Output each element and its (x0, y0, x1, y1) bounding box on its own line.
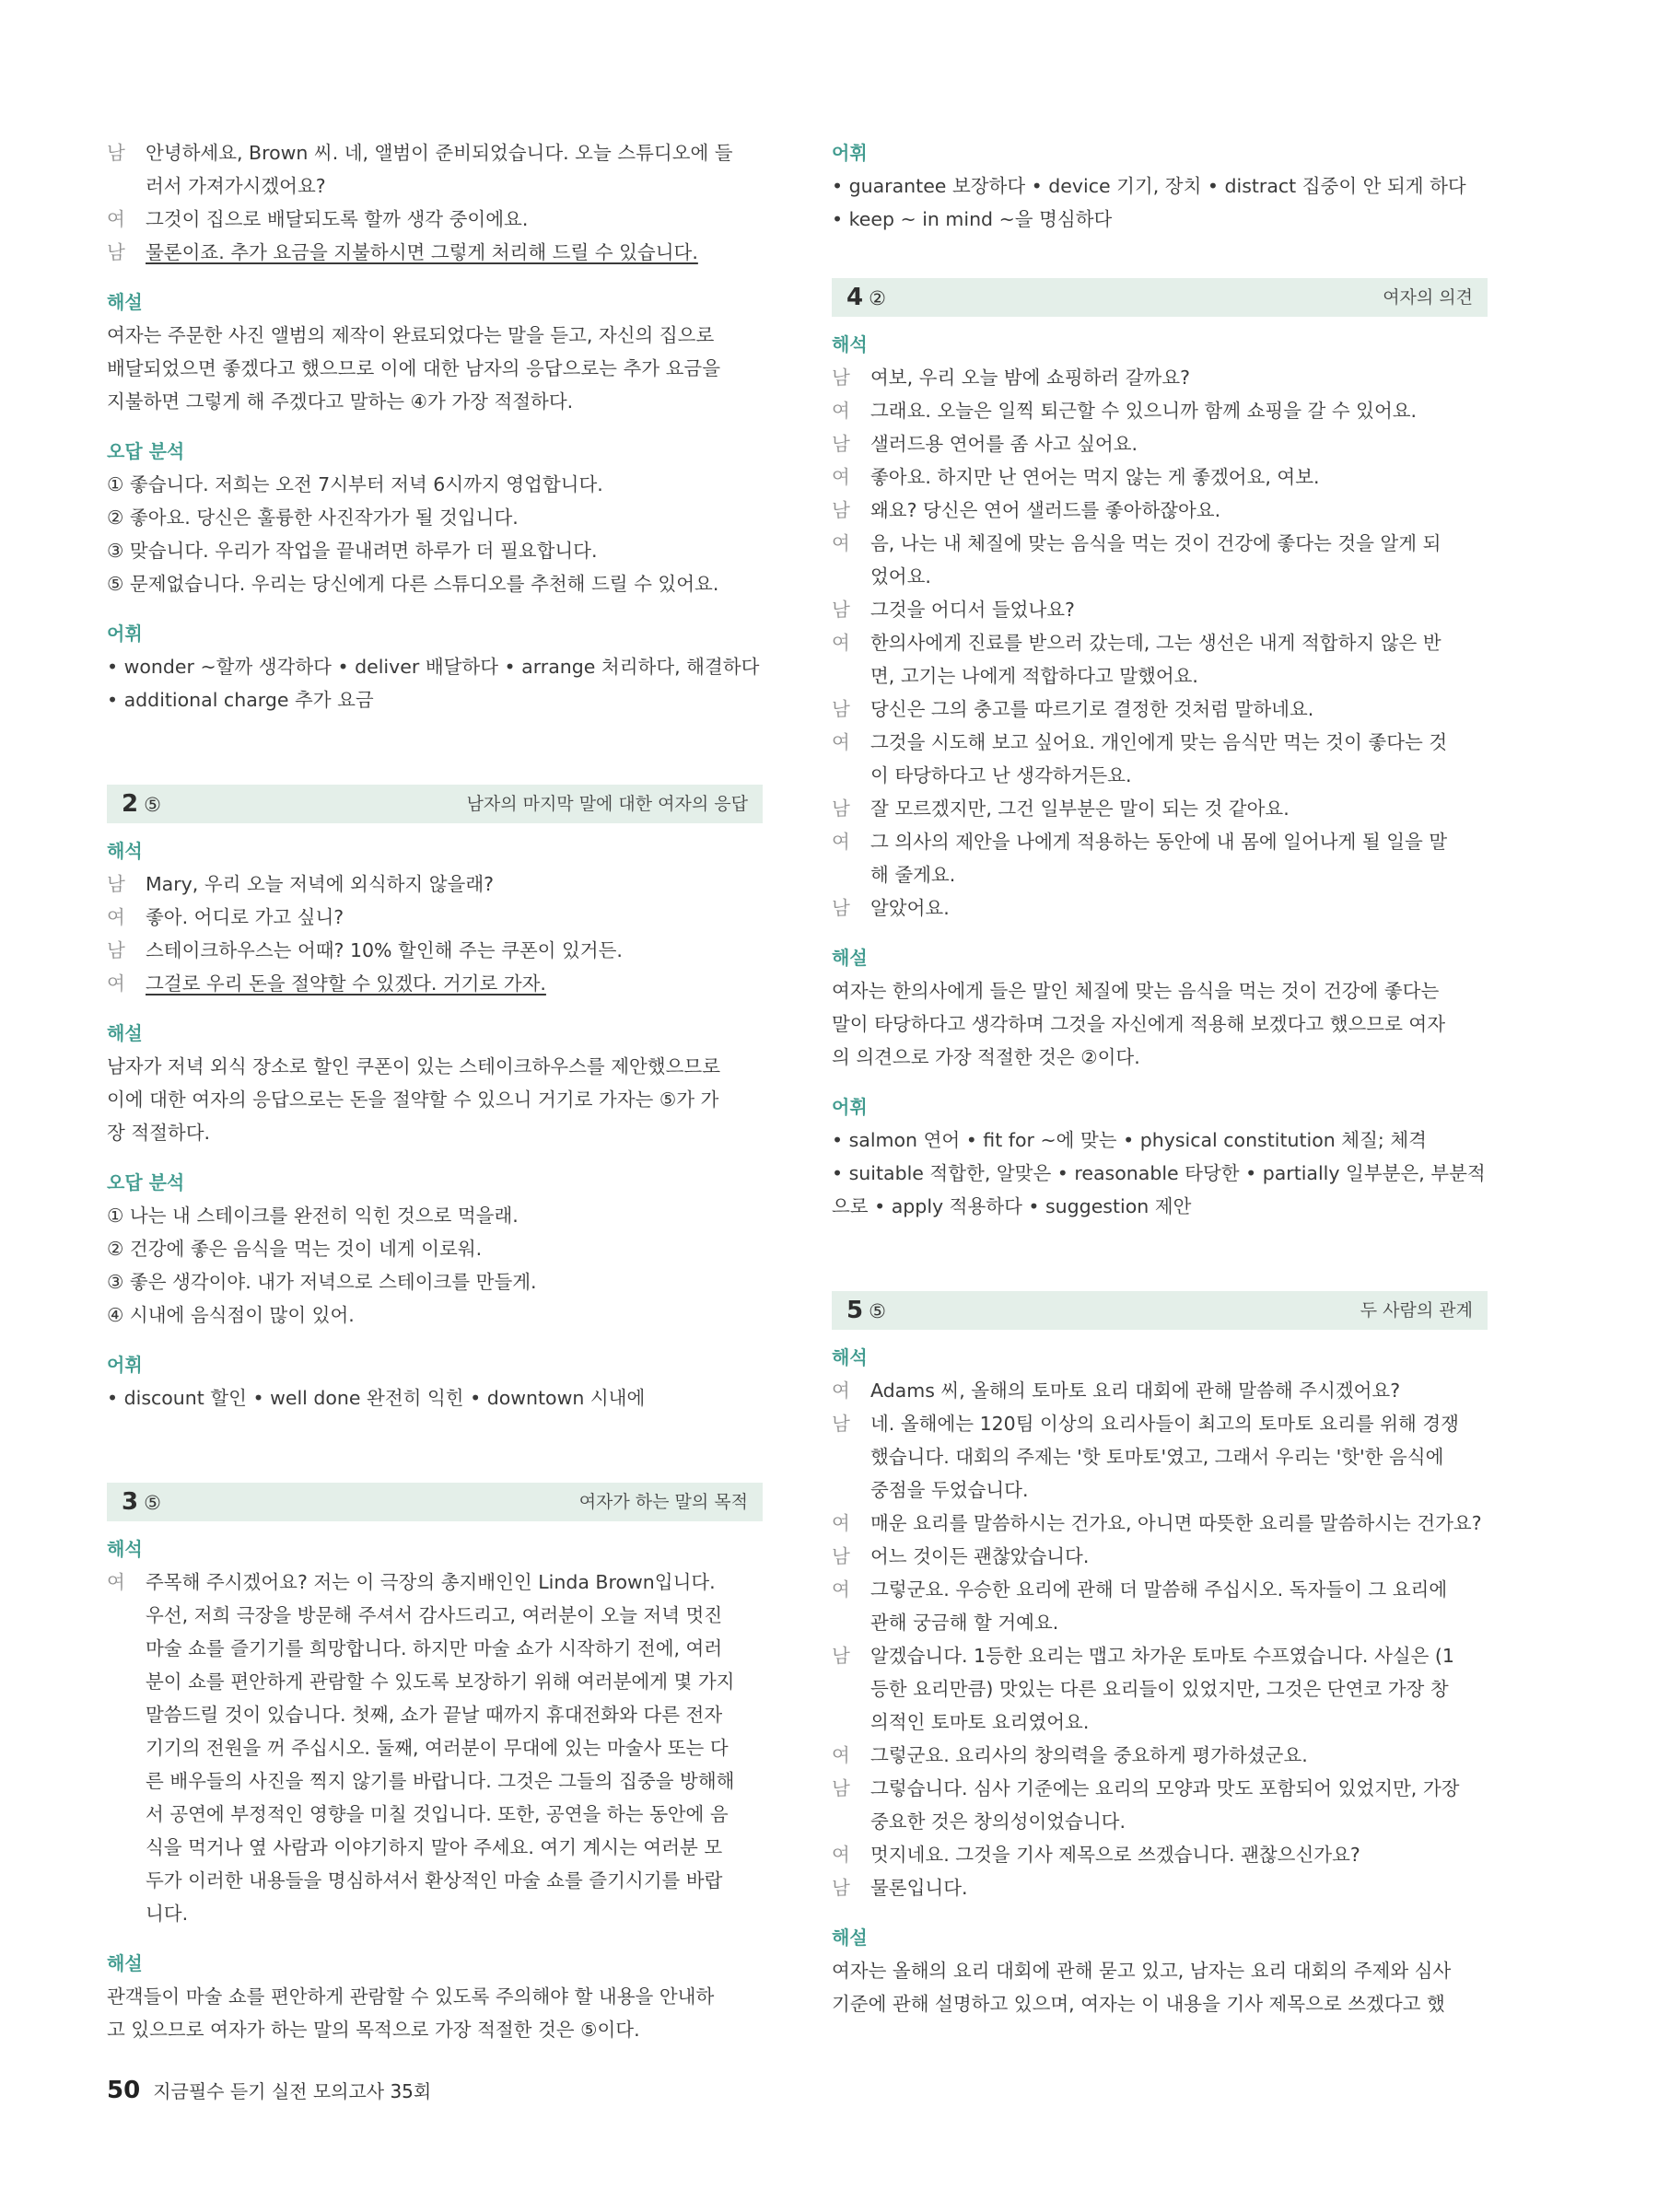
question-number: 2 ⑤ (122, 790, 161, 818)
answer-mark: ⑤ (144, 1492, 161, 1514)
explanation-line: 배달되었으면 좋겠다고 했으므로 이에 대한 남자의 응답으로는 추가 요금을 (107, 357, 721, 379)
vocab-line: • keep ~ in mind ~을 명심하다 (832, 208, 1113, 230)
speaker: 여 (832, 731, 850, 753)
dialogue-line: 여 그것을 시도해 보고 싶어요. 개인에게 맞는 음식만 먹는 것이 좋다는 것 (832, 726, 1488, 759)
dialogue-line: 남 물론이죠. 추가 요금을 지불하시면 그렇게 처리해 드릴 수 있습니다. (107, 236, 763, 269)
dialogue-line: 남 안녕하세요, Brown 씨. 네, 앨범이 준비되었습니다. 오늘 스튜디오에 들 (107, 136, 763, 169)
wrong-answer-line: ② 좋아요. 당신은 훌륭한 사진작가가 될 것입니다. (107, 506, 519, 529)
dialogue-continuation: 니다. (146, 1903, 189, 1925)
speaker: 여 (832, 1578, 850, 1601)
speaker: 남 (832, 797, 850, 820)
explanation-label: 해설 (107, 1022, 143, 1044)
dialogue-line: 남 알았어요. (832, 891, 1488, 925)
vocab-line: • wonder ~할까 생각하다 • deliver 배달하다 • arrange 처리하다, 해결하다 (107, 656, 760, 678)
speaker: 여 (107, 208, 125, 230)
explanation-label: 해설 (832, 1927, 868, 1949)
dialogue-continuation: 이 타당하다고 난 생각하거든요. (870, 764, 1132, 786)
explanation-line: 의 의견으로 가장 적절한 것은 ②이다. (832, 1046, 1140, 1068)
speaker: 여 (107, 972, 125, 995)
speaker: 남 (832, 599, 850, 621)
dialogue-line: 남 왜요? 당신은 연어 샐러드를 좋아하잖아요. (832, 494, 1488, 527)
speaker: 여 (107, 906, 125, 928)
intro-dialogue (107, 136, 763, 269)
speaker: 여 (832, 400, 850, 422)
speaker: 여 (832, 532, 850, 554)
speaker: 여 (832, 632, 850, 654)
explanation-line: 지불하면 그렇게 해 주겠다고 말하는 ④가 가장 적절하다. (107, 390, 574, 413)
dialogue-continuation: 등한 요리만큼) 맛있는 다른 요리들이 있었지만, 그것은 단연코 가장 창 (870, 1678, 1449, 1700)
speaker: 여 (832, 1744, 850, 1766)
vocab-label: 어휘 (107, 1354, 143, 1376)
dialogue-continuation: 해 줄게요. (870, 864, 956, 886)
dialogue-continuation: 마술 쇼를 즐기기를 희망합니다. 하지만 마술 쇼가 시작하기 전에, 여러 (146, 1637, 723, 1659)
question-type: 두 사람의 관계 (1360, 1300, 1473, 1321)
dialogue-line: 여 매운 요리를 말씀하시는 건가요, 아니면 따뜻한 요리를 말씀하시는 건가요? (832, 1507, 1488, 1540)
translation-label: 해석 (107, 1538, 143, 1560)
speaker: 남 (832, 1877, 850, 1899)
explanation-line: 고 있으므로 여자가 하는 말의 목적으로 가장 적절한 것은 ⑤이다. (107, 2019, 640, 2041)
speaker: 남 (832, 698, 850, 720)
wrong-answer-line: ③ 좋은 생각이야. 내가 저녁으로 스테이크를 만들게. (107, 1271, 537, 1293)
vocab-line: • suitable 적합한, 알맞은 • reasonable 타당한 • partially 일부분은, 부분적 (832, 1162, 1486, 1184)
wrong-answer-line: ③ 맞습니다. 우리가 작업을 끝내려면 하루가 더 필요합니다. (107, 540, 598, 562)
dialogue-line: 남 알겠습니다. 1등한 요리는 맵고 차가운 토마토 수프였습니다. 사실은 (1 (832, 1639, 1488, 1672)
speaker: 여 (107, 1571, 125, 1593)
dialogue-continuation: 면, 고기는 나에게 적합하다고 말했어요. (870, 665, 1198, 687)
question-3-header (107, 1483, 763, 1521)
explanation-line: 남자가 저녁 외식 장소로 할인 쿠폰이 있는 스테이크하우스를 제안했으므로 (107, 1055, 721, 1077)
dialogue-continuation: 러서 가져가시겠어요? (146, 175, 326, 197)
translation-label: 해석 (107, 840, 143, 862)
explanation-label: 해설 (832, 947, 868, 969)
speaker: 남 (832, 433, 850, 455)
dialogue-continuation: 했습니다. 대회의 주제는 '핫 토마토'였고, 그래서 우리는 '핫'한 음식에 (870, 1446, 1444, 1468)
vocab-label: 어휘 (107, 623, 143, 645)
explanation-line: 말이 타당하다고 생각하며 그것을 자신에게 적용해 보겠다고 했으므로 여자 (832, 1013, 1446, 1035)
dialogue-line: 여 좋아. 어디로 가고 싶니? (107, 901, 763, 934)
speaker: 여 (832, 1844, 850, 1866)
answer-mark: ⑤ (144, 794, 161, 816)
dialogue-continuation: 우선, 저희 극장을 방문해 주셔서 감사드리고, 여러분이 오늘 저녁 멋진 (146, 1604, 723, 1626)
dialogue-line: 여 그 의사의 제안을 나에게 적용하는 동안에 내 몸에 일어나게 될 일을 말 (832, 825, 1488, 858)
wrong-answer-label: 오답 분석 (107, 1171, 185, 1193)
speaker: 여 (832, 1380, 850, 1402)
question-type: 여자의 의견 (1383, 287, 1473, 308)
explanation-line: 여자는 올해의 요리 대회에 관해 묻고 있고, 남자는 요리 대회의 주제와 심사 (832, 1960, 1452, 1982)
dialogue-line: 남 잘 모르겠지만, 그건 일부분은 말이 되는 것 같아요. (832, 792, 1488, 825)
dialogue-line: 여 Adams 씨, 올해의 토마토 요리 대회에 관해 말씀해 주시겠어요? (832, 1374, 1488, 1407)
dialogue-line: 남 물론입니다. (832, 1871, 1488, 1904)
dialogue-continuation: 었어요. (870, 565, 931, 588)
dialogue-line: 여 그렇군요. 요리사의 창의력을 중요하게 평가하셨군요. (832, 1739, 1488, 1772)
speaker: 여 (832, 466, 850, 488)
speaker: 여 (832, 831, 850, 853)
page-footer (107, 2072, 431, 2110)
dialogue-line: 여 음, 나는 내 체질에 맞는 음식을 먹는 것이 건강에 좋다는 것을 알게 되 (832, 527, 1488, 560)
left-column (107, 136, 763, 2046)
speaker: 남 (832, 499, 850, 521)
speaker: 남 (832, 1645, 850, 1667)
dialogue-line: 여 멋지네요. 그것을 기사 제목으로 쓰겠습니다. 괜찮으신가요? (832, 1838, 1488, 1871)
answer-mark: ② (869, 287, 886, 309)
explanation-label: 해설 (107, 291, 143, 313)
dialogue-continuation: 관해 궁금해 할 거예요. (870, 1612, 1059, 1634)
question-number: 4 ② (846, 284, 886, 311)
vocab-line: 으로 • apply 적용하다 • suggestion 제안 (832, 1195, 1192, 1217)
wrong-answer-line: ① 나는 내 스테이크를 완전히 익힌 것으로 먹을래. (107, 1205, 519, 1227)
book-title: 지금필수 듣기 실전 모의고사 35회 (153, 2080, 432, 2102)
speaker: 남 (832, 1777, 850, 1799)
question-number: 3 ⑤ (122, 1488, 161, 1516)
dialogue-continuation: 두가 이러한 내용들을 명심하셔서 환상적인 마술 쇼를 즐기시기를 바랍 (146, 1869, 723, 1892)
dialogue-line: 남 샐러드용 연어를 좀 사고 싶어요. (832, 427, 1488, 460)
dialogue-line: 남 Mary, 우리 오늘 저녁에 외식하지 않을래? (107, 867, 763, 901)
wrong-answer-line: ② 건강에 좋은 음식을 먹는 것이 네게 이로워. (107, 1238, 483, 1260)
explanation-line: 기준에 관해 설명하고 있으며, 여자는 이 내용을 기사 제목으로 쓰겠다고 했 (832, 1993, 1445, 2015)
vocab-line: • guarantee 보장하다 • device 기기, 장치 • distract 집중이 안 되게 하다 (832, 175, 1466, 197)
explanation-line: 이에 대한 여자의 응답으로는 돈을 절약할 수 있으니 거기로 가자는 ⑤가 가 (107, 1089, 719, 1111)
dialogue-line: 여 주목해 주시겠어요? 저는 이 극장의 총지배인인 Linda Brown입니다. (107, 1566, 763, 1599)
right-column (832, 136, 1488, 2020)
dialogue-continuation: 기기의 전원을 꺼 주십시오. 둘째, 여러분이 무대에 있는 마술사 또는 다 (146, 1737, 729, 1759)
dialogue-line: 여 한의사에게 진료를 받으러 갔는데, 그는 생선은 내게 적합하지 않은 반 (832, 626, 1488, 659)
question-4-header (832, 278, 1488, 317)
wrong-answer-label: 오답 분석 (107, 440, 185, 462)
dialogue-continuation: 서 공연에 부정적인 영향을 미칠 것입니다. 또한, 공연을 하는 동안에 음 (146, 1803, 729, 1825)
explanation-line: 여자는 주문한 사진 앨범의 제작이 완료되었다는 말을 듣고, 자신의 집으로 (107, 324, 715, 346)
speaker: 남 (107, 873, 125, 895)
dialogue-line: 남 네. 올해에는 120팀 이상의 요리사들이 최고의 토마토 요리를 위해 경쟁 (832, 1407, 1488, 1440)
dialogue-line: 남 당신은 그의 충고를 따르기로 결정한 것처럼 말하네요. (832, 693, 1488, 726)
dialogue-continuation: 른 배우들의 사진을 찍지 않기를 바랍니다. 그것은 그들의 집중을 방해해 (146, 1770, 735, 1792)
speaker: 남 (832, 367, 850, 389)
dialogue-line: 남 그렇습니다. 심사 기준에는 요리의 모양과 맛도 포함되어 있었지만, 가장 (832, 1772, 1488, 1805)
dialogue-line: 여 그것이 집으로 배달되도록 할까 생각 중이에요. (107, 203, 763, 236)
question-2-header (107, 785, 763, 823)
speaker: 남 (107, 939, 125, 961)
speaker: 남 (107, 241, 125, 263)
dialogue-continuation: 말씀드릴 것이 있습니다. 첫째, 쇼가 끝날 때까지 휴대전화와 다른 전자 (146, 1704, 723, 1726)
explanation-line: 여자는 한의사에게 들은 말인 체질에 맞는 음식을 먹는 것이 건강에 좋다는 (832, 980, 1440, 1002)
speaker: 남 (107, 142, 125, 164)
translation-label: 해석 (832, 333, 868, 355)
dialogue-line: 여 그렇군요. 우승한 요리에 관해 더 말씀해 주십시오. 독자들이 그 요리에 (832, 1573, 1488, 1606)
dialogue-line: 남 어느 것이든 괜찮았습니다. (832, 1540, 1488, 1573)
dialogue-line: 여 그걸로 우리 돈을 절약할 수 있겠다. 거기로 가자. (107, 967, 763, 1000)
dialogue-line: 여 그래요. 오늘은 일찍 퇴근할 수 있으니까 함께 쇼핑을 갈 수 있어요. (832, 394, 1488, 427)
explanation-line: 장 적절하다. (107, 1122, 211, 1144)
dialogue-line: 여 좋아요. 하지만 난 연어는 먹지 않는 게 좋겠어요, 여보. (832, 460, 1488, 494)
vocab-line: • salmon 연어 • fit for ~에 맞는 • physical constitution 체질; 체격 (832, 1129, 1427, 1151)
explanation-line: 관객들이 마술 쇼를 편안하게 관람할 수 있도록 주의해야 할 내용을 안내하 (107, 1985, 715, 2008)
vocab-label: 어휘 (832, 142, 868, 164)
dialogue-line: 남 스테이크하우스는 어때? 10% 할인해 주는 쿠폰이 있거든. (107, 934, 763, 967)
wrong-answer-line: ① 좋습니다. 저희는 오전 7시부터 저녁 6시까지 영업합니다. (107, 473, 603, 495)
dialogue-continuation: 식을 먹거나 옆 사람과 이야기하지 말아 주세요. 여기 계시는 여러분 모 (146, 1836, 723, 1858)
wrong-answer-line: ⑤ 문제없습니다. 우리는 당신에게 다른 스튜디오를 추천해 드릴 수 있어요. (107, 573, 719, 595)
dialogue-line: 남 여보, 우리 오늘 밤에 쇼핑하러 갈까요? (832, 361, 1488, 394)
dialogue-continuation: 의적인 토마토 요리였어요. (870, 1711, 1090, 1733)
dialogue-continuation: 중점을 두었습니다. (870, 1479, 1029, 1501)
translation-label: 해석 (832, 1346, 868, 1368)
speaker: 남 (832, 1545, 850, 1567)
wrong-answer-line: ④ 시내에 음식점이 많이 있어. (107, 1304, 355, 1326)
speaker: 남 (832, 897, 850, 919)
dialogue-line: 남 그것을 어디서 들었나요? (832, 593, 1488, 626)
question-type: 여자가 하는 말의 목적 (578, 1492, 748, 1512)
vocab-line: • additional charge 추가 요금 (107, 689, 374, 711)
dialogue-continuation: 중요한 것은 창의성이었습니다. (870, 1810, 1126, 1833)
speaker: 여 (832, 1512, 850, 1534)
question-5-header (832, 1291, 1488, 1330)
vocab-label: 어휘 (832, 1096, 868, 1118)
page-number: 50 (107, 2077, 141, 2104)
explanation-label: 해설 (107, 1952, 143, 1974)
question-type: 남자의 마지막 말에 대한 여자의 응답 (466, 794, 748, 814)
vocab-line: • discount 할인 • well done 완전히 익힌 • downtown 시내에 (107, 1387, 646, 1409)
answer-mark: ⑤ (869, 1300, 886, 1322)
speaker: 남 (832, 1413, 850, 1435)
dialogue-continuation: 분이 쇼를 편안하게 관람할 수 있도록 보장하기 위해 여러분에게 몇 가지 (146, 1671, 735, 1693)
question-number: 5 ⑤ (846, 1297, 886, 1324)
